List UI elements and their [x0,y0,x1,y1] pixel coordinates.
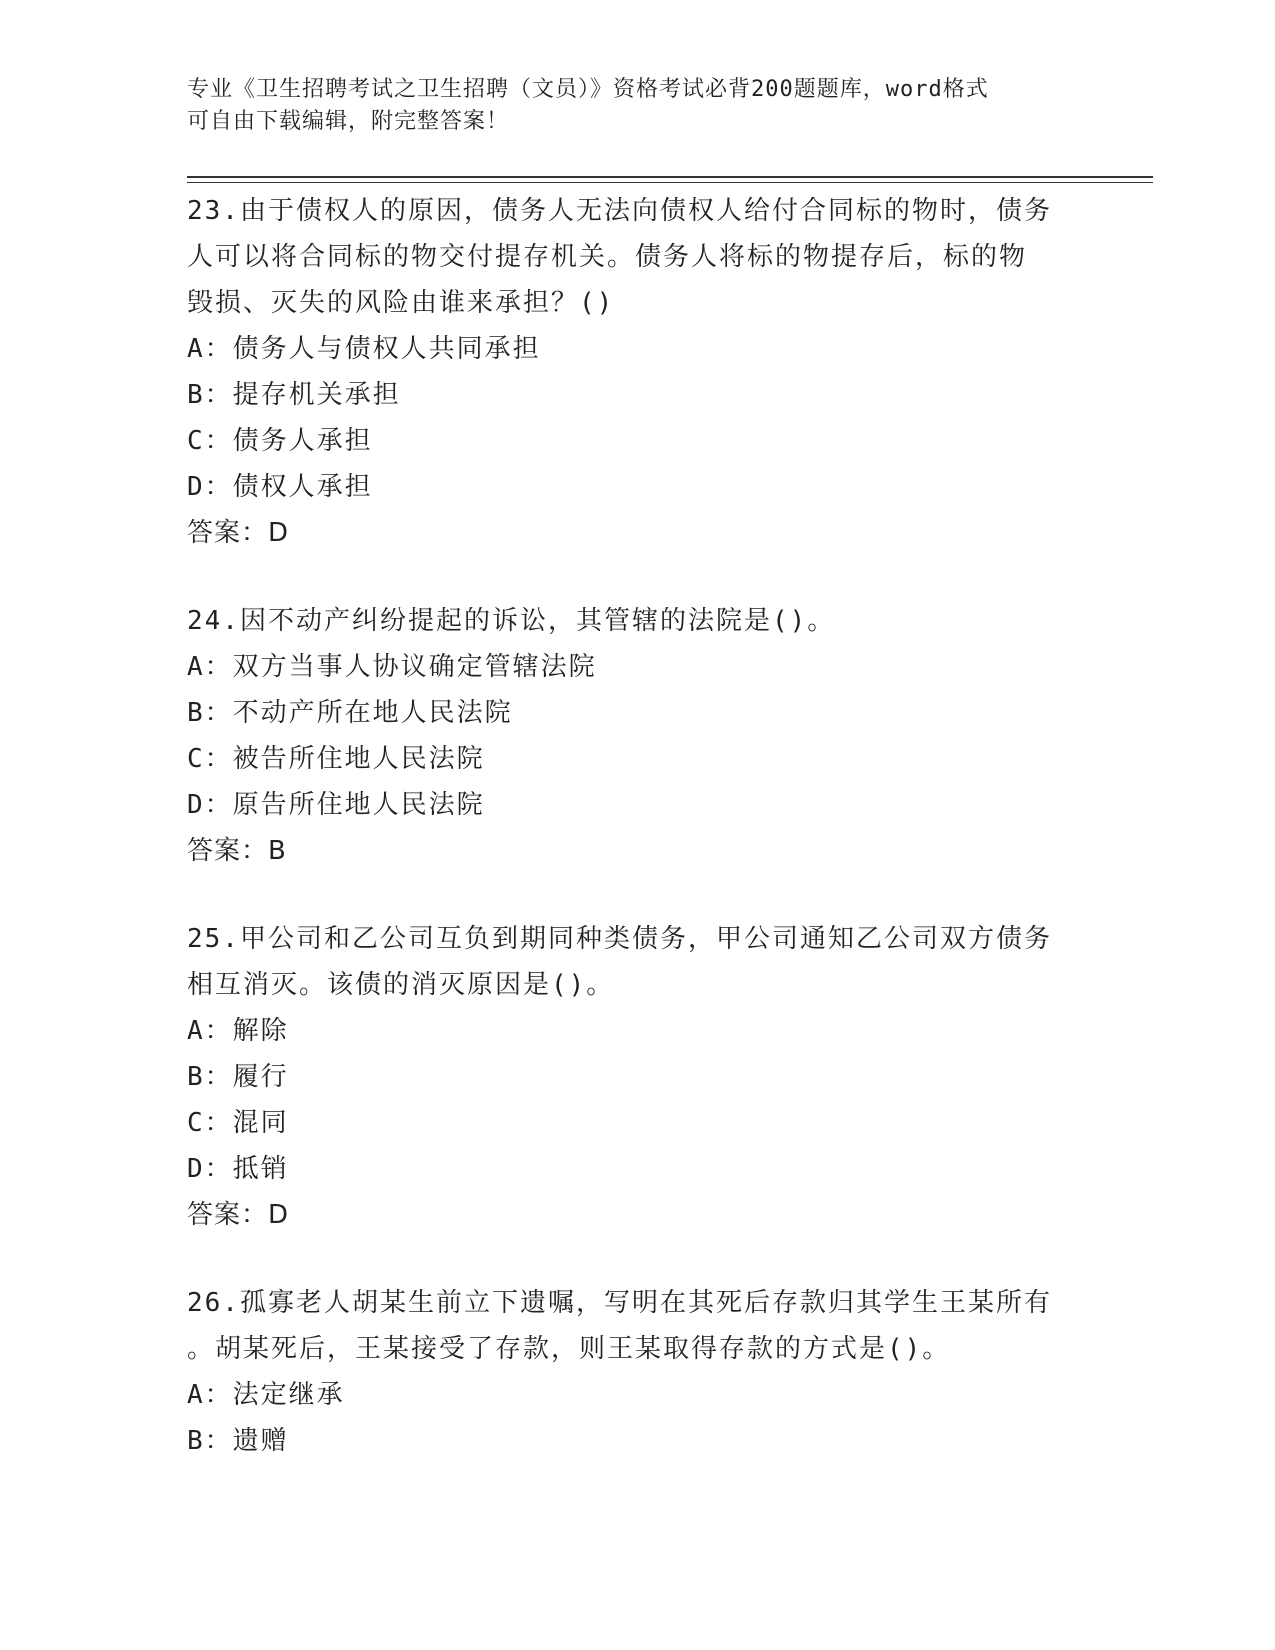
option-a: A：债务人与债权人共同承担 [187,334,541,364]
question-text-line: 。胡某死后，王某接受了存款，则王某取得存款的方式是()。 [187,1334,951,1364]
option-a: A：双方当事人协议确定管辖法院 [187,652,597,682]
question-text-line: 毁损、灭失的风险由谁来承担？() [187,288,615,318]
question-23 [187,188,1107,556]
question-25 [187,916,1107,1238]
option-d: D：抵销 [187,1154,289,1184]
header-line-1: 专业《卫生招聘考试之卫生招聘（文员）》资格考试必背200题题库，word格式 [187,77,989,102]
question-text-line: 24.因不动产纠纷提起的诉讼，其管辖的法院是()。 [187,606,836,636]
document-header [187,74,1087,138]
question-text-line: 相互消灭。该债的消灭原因是()。 [187,970,615,1000]
question-text-line: 人可以将合同标的物交付提存机关。债务人将标的物提存后，标的物 [187,242,1028,272]
option-c: C：混同 [187,1108,289,1138]
option-b: B：提存机关承担 [187,380,401,410]
answer-text: 答案：B [187,836,287,866]
option-d: D：债权人承担 [187,472,373,502]
question-text-line: 25.甲公司和乙公司互负到期同种类债务，甲公司通知乙公司双方债务 [187,924,1052,954]
option-a: A：法定继承 [187,1380,345,1410]
question-list [187,188,1107,1506]
option-c: C：债务人承担 [187,426,373,456]
header-line-2: 可自由下载编辑，附完整答案！ [187,109,510,134]
option-a: A：解除 [187,1016,289,1046]
header-divider-thin [187,182,1153,183]
question-26 [187,1280,1107,1464]
question-24 [187,598,1107,874]
answer-text: 答案：D [187,518,290,548]
option-b: B：履行 [187,1062,289,1092]
answer-text: 答案：D [187,1200,290,1230]
option-b: B：不动产所在地人民法院 [187,698,513,728]
option-d: D：原告所住地人民法院 [187,790,485,820]
option-c: C：被告所住地人民法院 [187,744,485,774]
option-b: B：遗赠 [187,1426,289,1456]
question-text-line: 26.孤寡老人胡某生前立下遗嘱，写明在其死后存款归其学生王某所有 [187,1288,1052,1318]
question-text-line: 23.由于债权人的原因，债务人无法向债权人给付合同标的物时，债务 [187,196,1052,226]
header-divider-thick [187,176,1153,178]
